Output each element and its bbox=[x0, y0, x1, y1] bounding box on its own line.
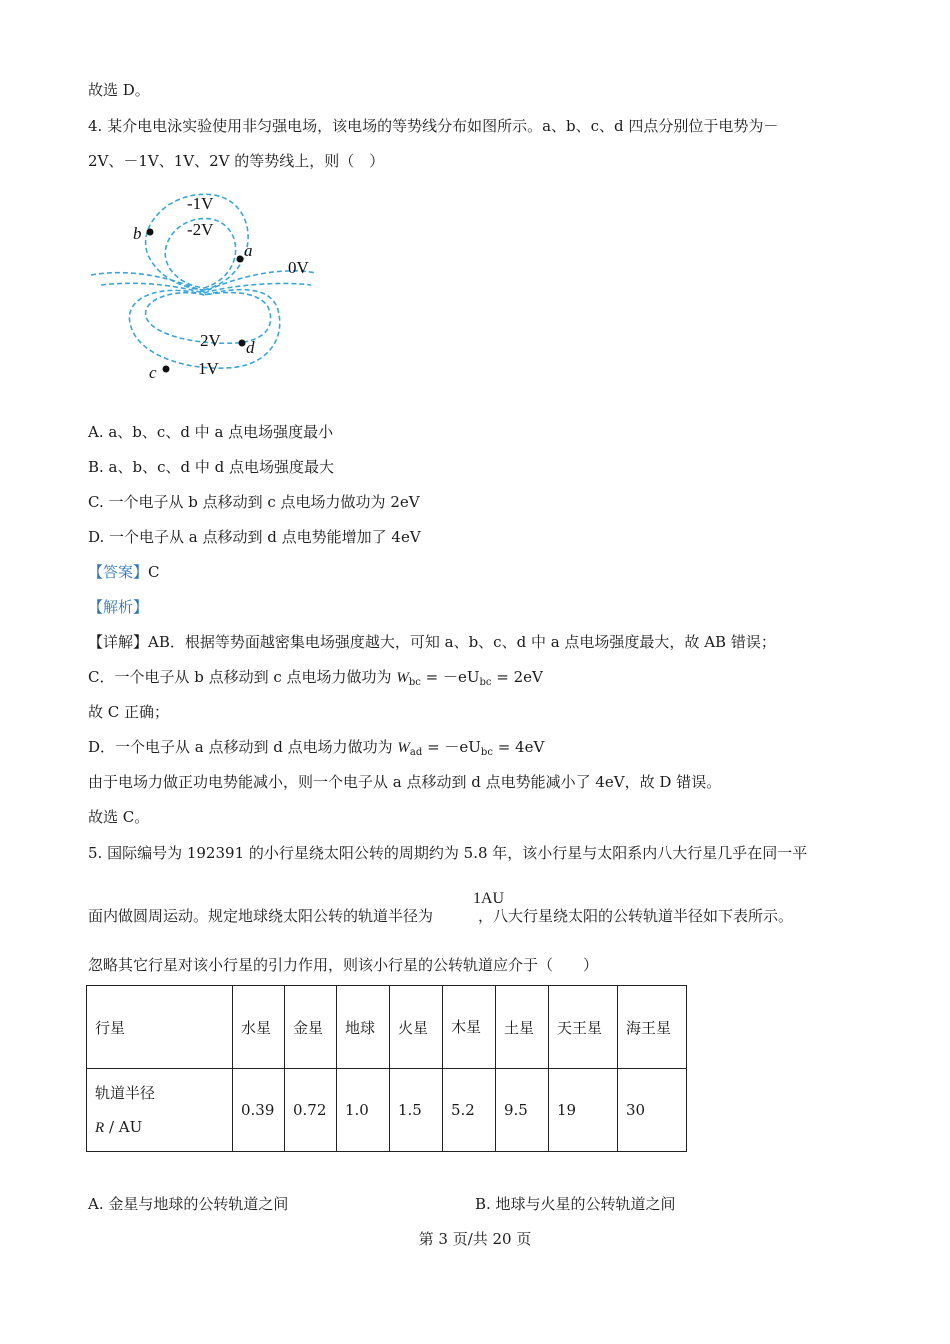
question-4-stem: 4. 某介电电泳实验使用非匀强电场，该电场的等势线分布如图所示。a、b、c、d 四点分别位于电势为－ bbox=[88, 117, 779, 135]
table-cell: 1.0 bbox=[337, 1069, 390, 1152]
point-a bbox=[237, 256, 244, 263]
formula-result: = 2eV bbox=[491, 668, 543, 686]
formula-w-sub: bc bbox=[408, 677, 421, 688]
formula-u-sub: bc bbox=[479, 677, 492, 688]
table-cell: 30 bbox=[618, 1069, 687, 1152]
label-plus2v: 2V bbox=[200, 331, 221, 350]
formula-w-sub: ad bbox=[409, 747, 423, 758]
answer-line bbox=[88, 562, 160, 582]
detail-d bbox=[88, 737, 544, 763]
table-cell: 0.72 bbox=[285, 1069, 337, 1152]
option-d: D. 一个电子从 a 点移动到 d 点电势能增加了 4eV bbox=[88, 528, 421, 546]
text-line: 故选 D。 bbox=[88, 81, 150, 99]
table-cell: 地球 bbox=[337, 986, 390, 1069]
page-footer: 第 3 页/共 20 页 bbox=[418, 1230, 532, 1248]
formula-u-sub: bc bbox=[480, 747, 493, 758]
orbit-radius-table bbox=[86, 985, 687, 1152]
au-unit: 1AU bbox=[473, 890, 505, 907]
formula-w: W bbox=[396, 670, 409, 686]
table-cell: 金星 bbox=[285, 986, 337, 1069]
q5-option-b: B. 地球与火星的公转轨道之间 bbox=[475, 1195, 676, 1213]
table-row bbox=[87, 1069, 687, 1152]
detail-tag: 【详解】 bbox=[88, 633, 149, 651]
label-point-c: c bbox=[149, 363, 157, 382]
formula-eu: = －eU bbox=[422, 738, 481, 756]
detail-c-conclusion: 故 C 正确； bbox=[88, 703, 170, 721]
q5-option-a: A. 金星与地球的公转轨道之间 bbox=[88, 1195, 289, 1213]
table-cell: 土星 bbox=[496, 986, 549, 1069]
answer-value: C bbox=[148, 563, 160, 581]
row-unit: R / AU bbox=[95, 1118, 143, 1136]
formula-result: = 4eV bbox=[492, 738, 545, 756]
analysis-tag: 【解析】 bbox=[88, 598, 149, 616]
table-cell: 9.5 bbox=[496, 1069, 549, 1152]
table-cell: 19 bbox=[549, 1069, 618, 1152]
formula-w: W bbox=[397, 740, 410, 756]
equipotential-zero bbox=[91, 271, 316, 292]
label-minus2v: -2V bbox=[187, 220, 214, 239]
question-4-stem-cont: 2V、－1V、1V、2V 的等势线上，则（ ） bbox=[88, 152, 385, 170]
label-point-b: b bbox=[133, 224, 142, 243]
table-row bbox=[87, 986, 687, 1069]
formula-eu: = －eU bbox=[420, 668, 480, 686]
table-header-cell bbox=[87, 1069, 233, 1152]
point-b bbox=[147, 229, 154, 236]
option-b: B. a、b、c、d 中 d 点电场强度最大 bbox=[88, 458, 335, 476]
table-cell: 0.39 bbox=[233, 1069, 285, 1152]
label-minus1v: -1V bbox=[187, 194, 214, 213]
point-d bbox=[239, 340, 246, 347]
answer-tag: 【答案】 bbox=[88, 563, 149, 581]
equipotential-plus1v bbox=[129, 290, 279, 369]
question-5-stem-cont2: 忽略其它行星对该小行星的引力作用，则该小行星的公转轨道应介于（ ） bbox=[88, 956, 599, 974]
detail-d-text: D．一个电子从 a 点移动到 d 点电场力做功为 bbox=[88, 738, 398, 756]
row-label: 轨道半径 bbox=[95, 1084, 156, 1102]
option-a: A. a、b、c、d 中 a 点电场强度最小 bbox=[88, 423, 334, 441]
table-cell: 火星 bbox=[390, 986, 443, 1069]
option-c: C. 一个电子从 b 点移动到 c 点电场力做功为 2eV bbox=[88, 493, 420, 511]
detail-c-text: C．一个电子从 b 点移动到 c 点电场力做功为 bbox=[88, 668, 397, 686]
label-point-a: a bbox=[244, 241, 253, 260]
table-cell: 天王星 bbox=[549, 986, 618, 1069]
detail-line bbox=[88, 632, 776, 652]
question-5-stem-cont: 面内做圆周运动。规定地球绕太阳公转的轨道半径为 ，八大行星绕太阳的公转轨道半径如下表所示。 bbox=[88, 907, 794, 925]
table-cell: 水星 bbox=[233, 986, 285, 1069]
table-header-cell: 行星 bbox=[87, 986, 233, 1069]
detail-c bbox=[88, 667, 543, 693]
label-zero: 0V bbox=[288, 258, 309, 277]
label-point-d: d bbox=[246, 338, 255, 357]
detail-d-conclusion: 由于电场力做正功电势能减小，则一个电子从 a 点移动到 d 点电势能减小了 4eV，故 D 错误。 bbox=[88, 773, 722, 791]
table-cell: 海王星 bbox=[618, 986, 687, 1069]
label-plus1v: 1V bbox=[198, 359, 219, 378]
equipotential-figure bbox=[86, 185, 326, 385]
table-cell: 5.2 bbox=[443, 1069, 496, 1152]
point-c bbox=[163, 366, 170, 373]
table-cell: 1.5 bbox=[390, 1069, 443, 1152]
detail-text: AB．根据等势面越密集电场强度越大，可知 a、b、c、d 中 a 点电场强度最大，故 AB 错误； bbox=[148, 633, 776, 651]
question-5-stem: 5. 国际编号为 192391 的小行星绕太阳公转的周期约为 5.8 年，该小行星与太阳系内八大行星几乎在同一平 bbox=[88, 844, 808, 862]
final-answer: 故选 C。 bbox=[88, 808, 150, 826]
table-cell: 木星 bbox=[443, 986, 496, 1069]
